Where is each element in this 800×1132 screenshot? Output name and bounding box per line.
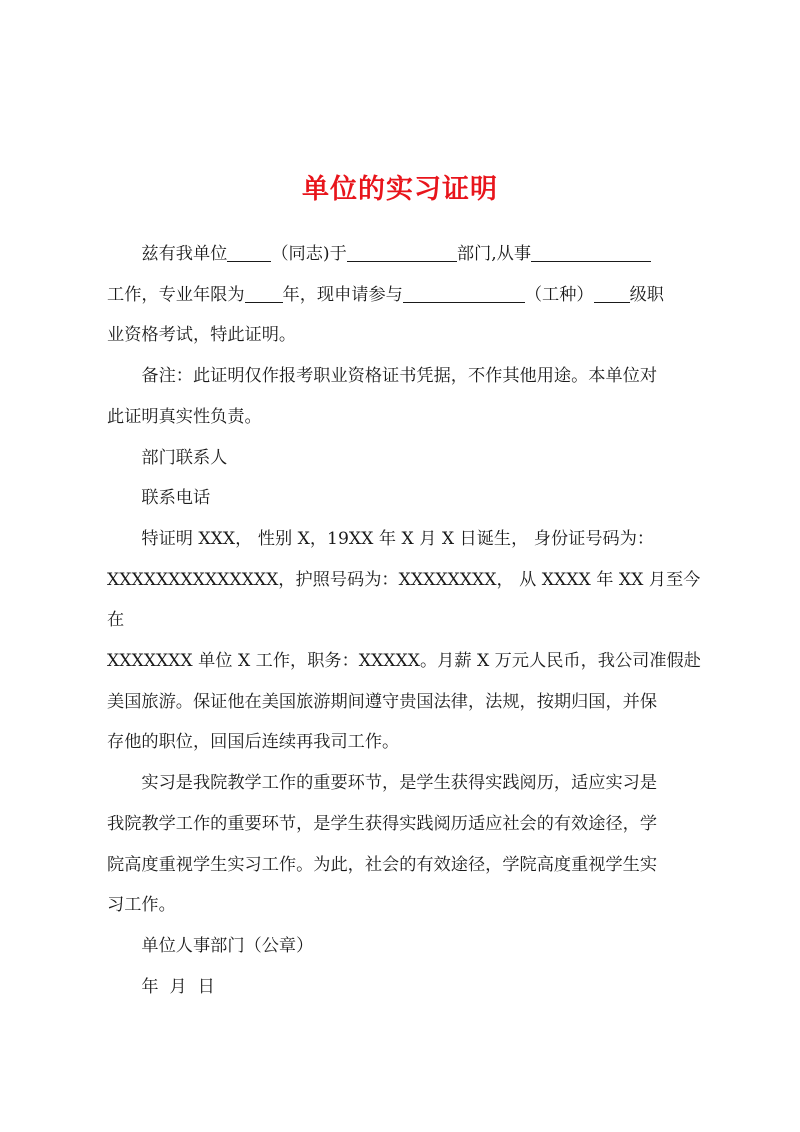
paragraph-line: 习工作。 [107,895,176,916]
paragraph-line: 实习是我院教学工作的重要环节，是学生获得实践阅历，适应实习是 [141,773,658,794]
paragraph-internship [107,763,705,926]
paragraph-certification-form [107,234,705,356]
paragraph-date [107,967,705,1008]
text-segment: 兹有我单位 [141,244,228,264]
blank-exam [403,285,525,303]
paragraph-employment-certify [107,519,705,763]
text-segment: 部门,从事 [456,244,532,264]
paragraph-line: 存他的职位，回国后连续再我司工作。 [107,732,400,753]
paragraph-note [107,356,705,437]
paragraph-line: 备注：此证明仅作报考职业资格证书凭据，不作其他用途。本单位对 [141,366,658,387]
paragraph-seal [107,926,705,967]
text-segment: 工作，专业年限为 [107,284,245,305]
text-segment: （同志)于 [271,244,347,264]
blank-level [594,285,630,303]
document-title: 单位的实习证明 [302,174,498,205]
text-segment: （工种） [524,284,594,305]
date-label: 年 月 日 [141,976,215,997]
document-body [107,234,705,1007]
paragraph-line: 特证明 XXX， 性别 X，19XX 年 X 月 X 日诞生， 身份证号码为： [141,528,655,549]
paragraph-contact-phone [107,478,705,519]
paragraph-line: XXXXXXXXXXXXXX，护照号码为：XXXXXXXX， 从 XXXX 年 XX 月至今在 [107,569,701,631]
contact-phone-label: 联系电话 [141,488,211,509]
blank-department [347,244,457,262]
blank-name [227,244,271,262]
blank-job [531,244,651,262]
text-segment: 年，现申请参与 [282,284,403,305]
blank-years [245,285,283,303]
paragraph-line [107,234,705,275]
paragraph-line: 业资格考试，特此证明。 [107,325,297,346]
paragraph-line [107,275,705,316]
contact-person-label: 部门联系人 [141,447,228,468]
paragraph-line: 此证明真实性负责。 [107,406,262,427]
paragraph-line: 美国旅游。保证他在美国旅游期间遵守贵国法律，法规，按期归国，并保 [107,691,658,712]
paragraph-line: 院高度重视学生实习工作。为此，社会的有效途径，学院高度重视学生实 [107,854,658,875]
text-segment: 级职 [629,284,664,305]
paragraph-contact-person [107,438,705,479]
paragraph-line: XXXXXXX 单位 X 工作，职务：XXXXX。月薪 X 万元人民币，我公司准假赴 [107,651,701,672]
seal-label: 单位人事部门（公章） [141,935,314,956]
paragraph-line: 我院教学工作的重要环节，是学生获得实践阅历适应社会的有效途径，学 [107,813,658,834]
